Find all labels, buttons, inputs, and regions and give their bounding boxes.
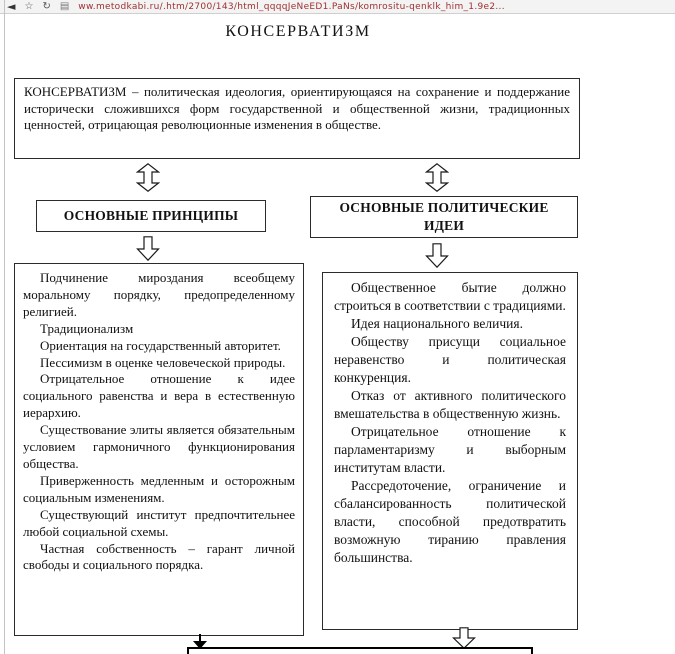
- header-political-ideas: [310, 196, 578, 238]
- list-item: Общественное бытие должно строиться в соответствии с традициями.: [334, 280, 566, 313]
- header-principles: [36, 200, 266, 232]
- down-arrow-icon: [425, 243, 449, 268]
- down-arrow-icon: [452, 627, 476, 649]
- refresh-icon[interactable]: ↻: [42, 0, 51, 12]
- list-item: Существование элиты является обязательным условием гармоничного функционирования общества.: [23, 422, 295, 471]
- double-arrow-icon: [425, 163, 449, 192]
- list-item: Частная собственность – гарант личной свободы и социального порядка.: [23, 540, 295, 573]
- definition-box: [14, 78, 580, 159]
- page-icon: ▤: [59, 0, 70, 12]
- address-url[interactable]: ww.metodkabi.ru/.htm/2700/143/html_qqqqJeNeED1.PaNs/komrositu-qenklk_him_1.9e2...: [78, 1, 505, 12]
- principles-box: [14, 263, 304, 636]
- list-item: Обществу присущи социальное неравенство и политическая конкуренция.: [334, 334, 566, 385]
- definition-text: КОНСЕРВАТИЗМ – политическая идеология, ориентирующаяся на сохранение и поддержание исторически сложившихся форм государственной и общественной жизни, традиционных ценностей, отрицающая революционные изменения в обществе.: [24, 84, 570, 133]
- list-item: Отрицательное отношение к идее социального равенства и вера в естественную иерархию.: [23, 371, 295, 421]
- list-item: Традиционализм: [40, 320, 134, 336]
- header-principles-label: ОСНОВНЫЕ ПРИНЦИПЫ: [63, 208, 239, 223]
- list-item: Идея национального величия.: [351, 316, 523, 331]
- double-arrow-icon: [136, 163, 160, 192]
- political-ideas-box: [322, 272, 578, 630]
- list-item: Ориентация на государственный авторитет.: [40, 337, 281, 353]
- list-item: Рассредоточение, ограничение и сбалансированность политической власти, способной предотвратить возможную тиранию правления большинства.: [334, 478, 566, 565]
- bottom-box-partial: [187, 647, 533, 654]
- back-icon[interactable]: ◄: [7, 0, 16, 13]
- list-item: Отрицательное отношение к парламентаризму и выборным институтам власти.: [334, 424, 566, 475]
- list-item: Пессимизм в оценке человеческой природы.: [40, 354, 286, 370]
- down-arrow-icon: [136, 236, 160, 261]
- window-left-edge: [4, 0, 5, 654]
- list-item: Приверженность медленным и осторожным социальным изменениям.: [23, 472, 295, 505]
- list-item: Отказ от активного политического вмешательства в общественную жизнь.: [334, 388, 566, 421]
- list-item: Существующий институт предпочтительнее любой социальной схемы.: [23, 506, 295, 539]
- header-political-ideas-label: ОСНОВНЫЕ ПОЛИТИЧЕСКИЕ ИДЕИ: [339, 200, 549, 233]
- list-item: Подчинение мироздания всеобщему моральному порядку, предопределенному религией.: [23, 270, 295, 319]
- browser-toolbar: [0, 0, 675, 14]
- favorites-star-icon[interactable]: ☆: [24, 0, 34, 12]
- page-title: КОНСЕРВАТИЗМ: [225, 23, 371, 40]
